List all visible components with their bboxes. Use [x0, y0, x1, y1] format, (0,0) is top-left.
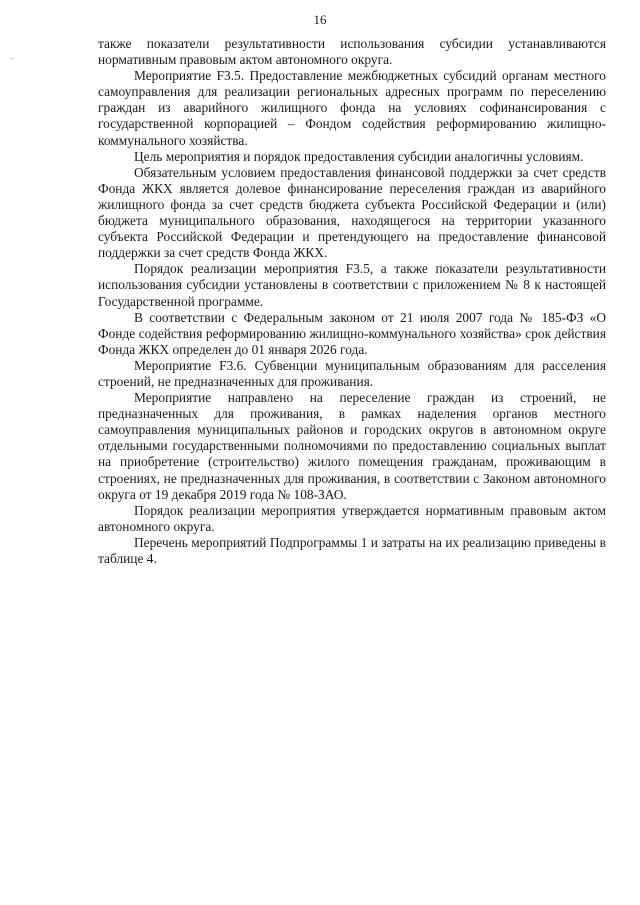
margin-scan-mark: [10, 58, 13, 59]
paragraph: Мероприятие F3.6. Субвенции муниципальным образованиям для расселения строений, не предназначенных для проживания.: [98, 357, 606, 389]
paragraph: В соответствии с Федеральным законом от 21 июля 2007 года № 185-ФЗ «О Фонде содействия реформированию жилищно-коммунального хозяйства» срок действия Фонда ЖКХ определен до 01 января 2026 года.: [98, 309, 606, 357]
paragraph: Порядок реализации мероприятия F3.5, а также показатели результативности использования субсидии установлены в соответствии с приложением № 8 к настоящей Государственной программе.: [98, 261, 606, 309]
paragraph: Обязательным условием предоставления финансовой поддержки за счет средств Фонда ЖКХ является долевое финансирование переселения граждан из аварийного жилищного фонда за счет средств бюджета субъекта Российской Федерации и (или) бюджета муниципального образования, находящегося на территории указанного субъекта Российской Федерации и претендующего на предоставление финансовой поддержки за счет средств Фонда ЖКХ.: [98, 164, 606, 261]
paragraph: Порядок реализации мероприятия утверждается нормативным правовым актом автономного округа.: [98, 502, 606, 534]
document-body: [98, 36, 606, 567]
paragraph: также показатели результативности использования субсидии устанавливаются нормативным правовым актом автономного округа.: [98, 36, 606, 68]
page-number: 16: [313, 12, 327, 27]
paragraph: Мероприятие F3.5. Предоставление межбюджетных субсидий органам местного самоуправления для реализации региональных адресных программ по переселению граждан из аварийного жилищного фонда на условиях софинансирования с государственной корпорацией – Фондом содействия реформированию жилищно-коммунального хозяйства.: [98, 68, 606, 148]
paragraph: Перечень мероприятий Подпрограммы 1 и затраты на их реализацию приведены в таблице 4.: [98, 534, 606, 566]
paragraph: Цель мероприятия и порядок предоставления субсидии аналогичны условиям.: [134, 148, 584, 164]
paragraph: Мероприятие направлено на переселение граждан из строений, не предназначенных для проживания, в рамках наделения органов местного самоуправления муниципальных районов и городских округов в автономном округе отдельными государственными полномочиями по предоставлению социальных выплат на приобретение (строительство) жилого помещения гражданам, проживающим в строениях, не предназначенных для проживания, в соответствии с Законом автономного округа от 19 декабря 2019 года № 108-ЗАО.: [98, 390, 606, 502]
